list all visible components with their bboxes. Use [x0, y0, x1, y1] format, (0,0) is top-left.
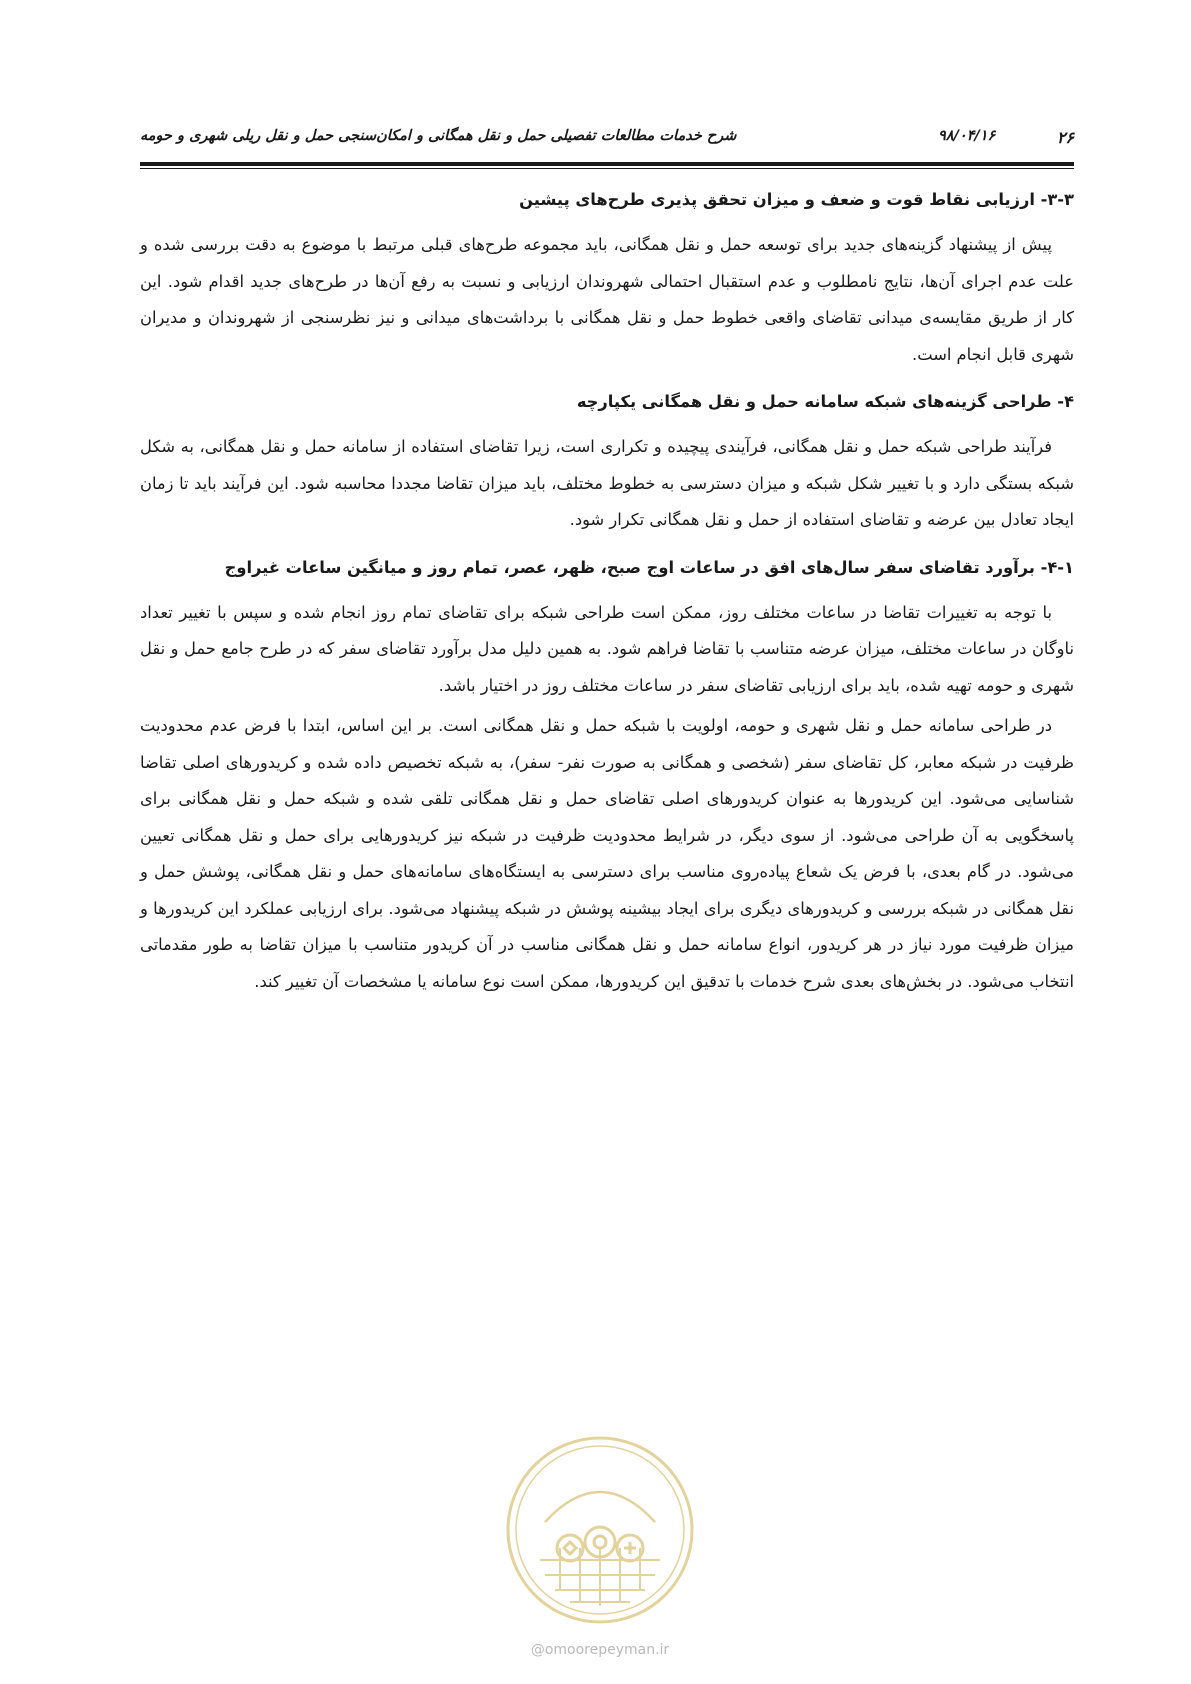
section-3-3 [140, 187, 1074, 373]
paragraph: با توجه به تغییرات تقاضا در ساعات مختلف روز، ممکن است طراحی شبکه برای تقاضای تمام روز انجام شده و سپس با تغییر تعداد ناوگان در ساعات مختلف، میزان عرضه متناسب با تقاضا فراهم شود. به همین دلیل مدل برآورد تقاضای سفر که در طرح جامع حمل و نقل شهری و حومه تهیه شده، باید برای ارزیابی تقاضای سفر در ساعات مختلف روز در اختیار باشد. [140, 602, 1074, 695]
section-4 [140, 389, 1074, 539]
paragraph: فرآیند طراحی شبکه حمل و نقل همگانی، فرآیندی پیچیده و تکراری است، زیرا تقاضای استفاده از سامانه حمل و نقل همگانی، به شکل شبکه بستگی دارد و با تغییر شکل شبکه و میزان دسترسی به خطوط مختلف، باید میزان تقاضا مجددا محاسبه شود. این فرآیند باید تا زمان ایجاد تعادل بین عرضه و تقاضای استفاده از حمل و نقل همگانی تکرار شود. [140, 437, 1074, 529]
page-content [140, 187, 1074, 1016]
paragraph: پیش از پیشنهاد گزینه‌های جدید برای توسعه حمل و نقل همگانی، باید مجموعه طرح‌های قبلی مرتبط با موضوع به دقت بررسی شده و علت عدم اجرای آن‌ها، نتایج نامطلوب و عدم استقبال احتمالی شهروندان ارزیابی و نسبت به رفع آن‌ها در طرح‌های جدید اقدام شود. این کار از طریق مقایسه‌ی میدانی تقاضای واقعی خطوط حمل و نقل همگانی با برداشت‌های میدانی و نیز نظرسنجی از شهروندان و مدیران شهری قابل انجام است. [140, 235, 1074, 364]
header-rule-thin [140, 168, 1074, 169]
document-title: شرح خدمات مطالعات تفصیلی حمل و نقل همگانی و امکان‌سنجی حمل و نقل ریلی شهری و حومه [140, 128, 737, 144]
section-4-1 [140, 555, 1074, 1001]
section-heading: ۳-۳- ارزیابی نقاط قوت و ضعف و میزان تحقق پذیری طرح‌های پیشین [519, 190, 1074, 209]
watermark-website: @omoorepeyman.ir [530, 1642, 670, 1658]
header-rule [140, 162, 1074, 166]
section-heading: ۴- طراحی گزینه‌های شبکه سامانه حمل و نقل همگانی یکپارچه [576, 392, 1074, 411]
logo-seal-icon [500, 1430, 700, 1630]
page-number: ۲۶ [1056, 128, 1074, 147]
watermark-logo [500, 1430, 700, 1630]
paragraph: در طراحی سامانه حمل و نقل شهری و حومه، اولویت با شبکه حمل و نقل همگانی است. بر این اساس، ابتدا با فرض عدم محدودیت ظرفیت در شبکه معابر، کل تقاضای سفر (شخصی و همگانی به صورت نفر- سفر)، به شبکه تخصیص داده شده و کریدورهای اصلی تقاضا شناسایی می‌شود. این کریدورها به عنوان کریدورهای اصلی تقاضای حمل و نقل همگانی تلقی شده و شبکه حمل و نقل همگانی برای پاسخگویی به آن طراحی می‌شود. از سوی دیگر، در شرایط محدودیت ظرفیت در شبکه نیز کریدورهایی برای حمل و نقل همگانی تعیین می‌شود. در گام بعدی، با فرض یک شعاع پیاده‌روی مناسب برای دسترسی به ایستگاه‌های سامانه‌های حمل و نقل همگانی، پوشش حمل و نقل همگانی در شبکه بررسی و کریدورهای دیگری برای ایجاد بیشینه پوشش در شبکه پیشنهاد می‌شود. برای ارزیابی عملکرد این کریدورها و میزان ظرفیت مورد نیاز در هر کریدور، انواع سامانه حمل و نقل همگانی مناسب در آن کریدور متناسب با میزان تقاضا به طور مقدماتی انتخاب می‌شود. در بخش‌های بعدی شرح خدمات با تدقیق این کریدورها، ممکن است نوع سامانه یا مشخصات آن تغییر کند. [140, 716, 1074, 991]
section-heading: ۴-۱- برآورد تقاضای سفر سال‌های افق در ساعات اوج صبح، ظهر، عصر، تمام روز و میانگین ساعات غیراوج [224, 557, 1074, 577]
document-date: ۹۸/۰۴/۱۶ [938, 128, 996, 144]
